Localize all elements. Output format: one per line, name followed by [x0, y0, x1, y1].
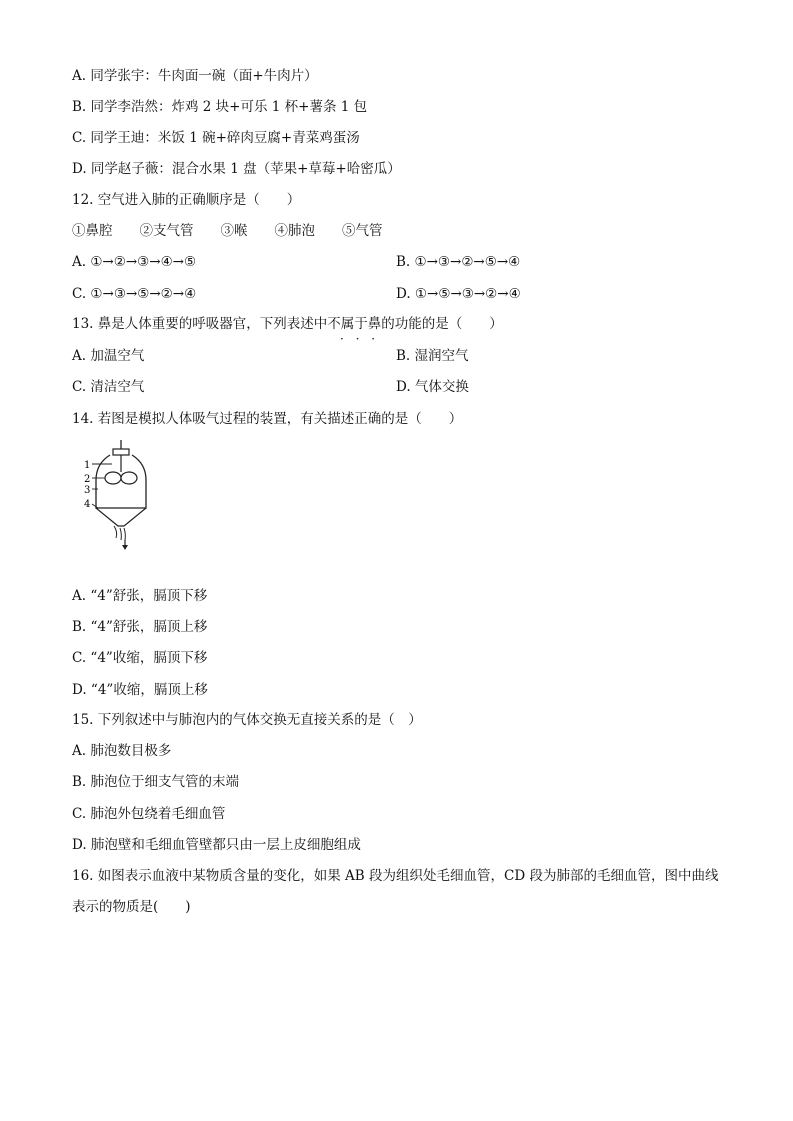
- q15-stem: 15. 下列叙述中与肺泡内的气体交换无直接关系的是（ ）: [72, 712, 422, 728]
- rubber-membrane: [96, 508, 146, 526]
- q13-option-a: A. 加温空气: [72, 348, 145, 364]
- q11-option-d: D. 同学赵子薇：混合水果 1 盘（苹果+草莓+哈密瓜）: [72, 161, 401, 177]
- q12-option-a: A. ①→②→③→④→⑤: [72, 254, 197, 270]
- figure-label-2: 2: [84, 474, 91, 485]
- q12-option-c: C. ①→③→⑤→②→④: [72, 286, 197, 302]
- q15-option-d: D. 肺泡壁和毛细血管壁都只由一层上皮细胞组成: [72, 837, 361, 853]
- q15-option-a: A. 肺泡数目极多: [72, 743, 172, 759]
- q11-option-c: C. 同学王迪：米饭 1 碗+碎肉豆腐+青菜鸡蛋汤: [72, 130, 360, 146]
- q14-stem: 14. 若图是模拟人体吸气过程的装置，有关描述正确的是（ ）: [72, 411, 463, 427]
- q12-stem: 12. 空气进入肺的正确顺序是（ ）: [72, 192, 301, 208]
- q15-option-c: C. 肺泡外包绕着毛细血管: [72, 806, 226, 822]
- q11-option-b: B. 同学李浩然：炸鸡 2 块+可乐 1 杯+薯条 1 包: [72, 99, 368, 115]
- figure-label-4: 4: [84, 499, 91, 510]
- left-balloon: [105, 472, 121, 484]
- q16-stem-line2: 表示的物质是( ): [72, 899, 191, 915]
- bell-jar-diagram: [84, 440, 214, 570]
- q11-option-a: A. 同学张宇：牛肉面一碗（面+牛肉片）: [72, 68, 318, 84]
- down-arrow-icon: [122, 545, 128, 550]
- q12-option-b: B. ①→③→②→⑤→④: [396, 254, 521, 270]
- figure-label-3: 3: [84, 485, 91, 496]
- q14-option-d: D. “4”收缩，膈顶上移: [72, 682, 208, 698]
- q14-option-c: C. “4”收缩，膈顶下移: [72, 650, 208, 666]
- q14-option-a: A. “4”舒张，膈顶下移: [72, 588, 208, 604]
- hand-pulling: [114, 526, 125, 540]
- q13-option-c: C. 清洁空气: [72, 379, 145, 395]
- q12-option-d: D. ①→⑤→③→②→④: [396, 286, 521, 302]
- stopper: [113, 449, 129, 455]
- leader-line-4: [92, 504, 98, 508]
- right-balloon: [121, 472, 137, 484]
- q12-items: ①鼻腔 ②支气管 ③喉 ④肺泡 ⑤气管: [72, 223, 383, 239]
- q13-emphasis-dots: · · ·: [340, 332, 380, 346]
- q13-option-b: B. 湿润空气: [396, 348, 469, 364]
- figure-label-1: 1: [84, 460, 91, 471]
- q14-option-b: B. “4”舒张，膈顶上移: [72, 619, 208, 635]
- q16-stem-line1: 16. 如图表示血液中某物质含量的变化，如果 AB 段为组织处毛细血管，CD 段为肺部的毛细血管，图中曲线: [72, 868, 719, 884]
- q13-option-d: D. 气体交换: [396, 379, 469, 395]
- q15-option-b: B. 肺泡位于细支气管的末端: [72, 774, 240, 790]
- q13-stem: 13. 鼻是人体重要的呼吸器官，下列表述中不属于鼻的功能的是（ ）: [72, 316, 503, 332]
- breathing-model-figure: [84, 440, 214, 574]
